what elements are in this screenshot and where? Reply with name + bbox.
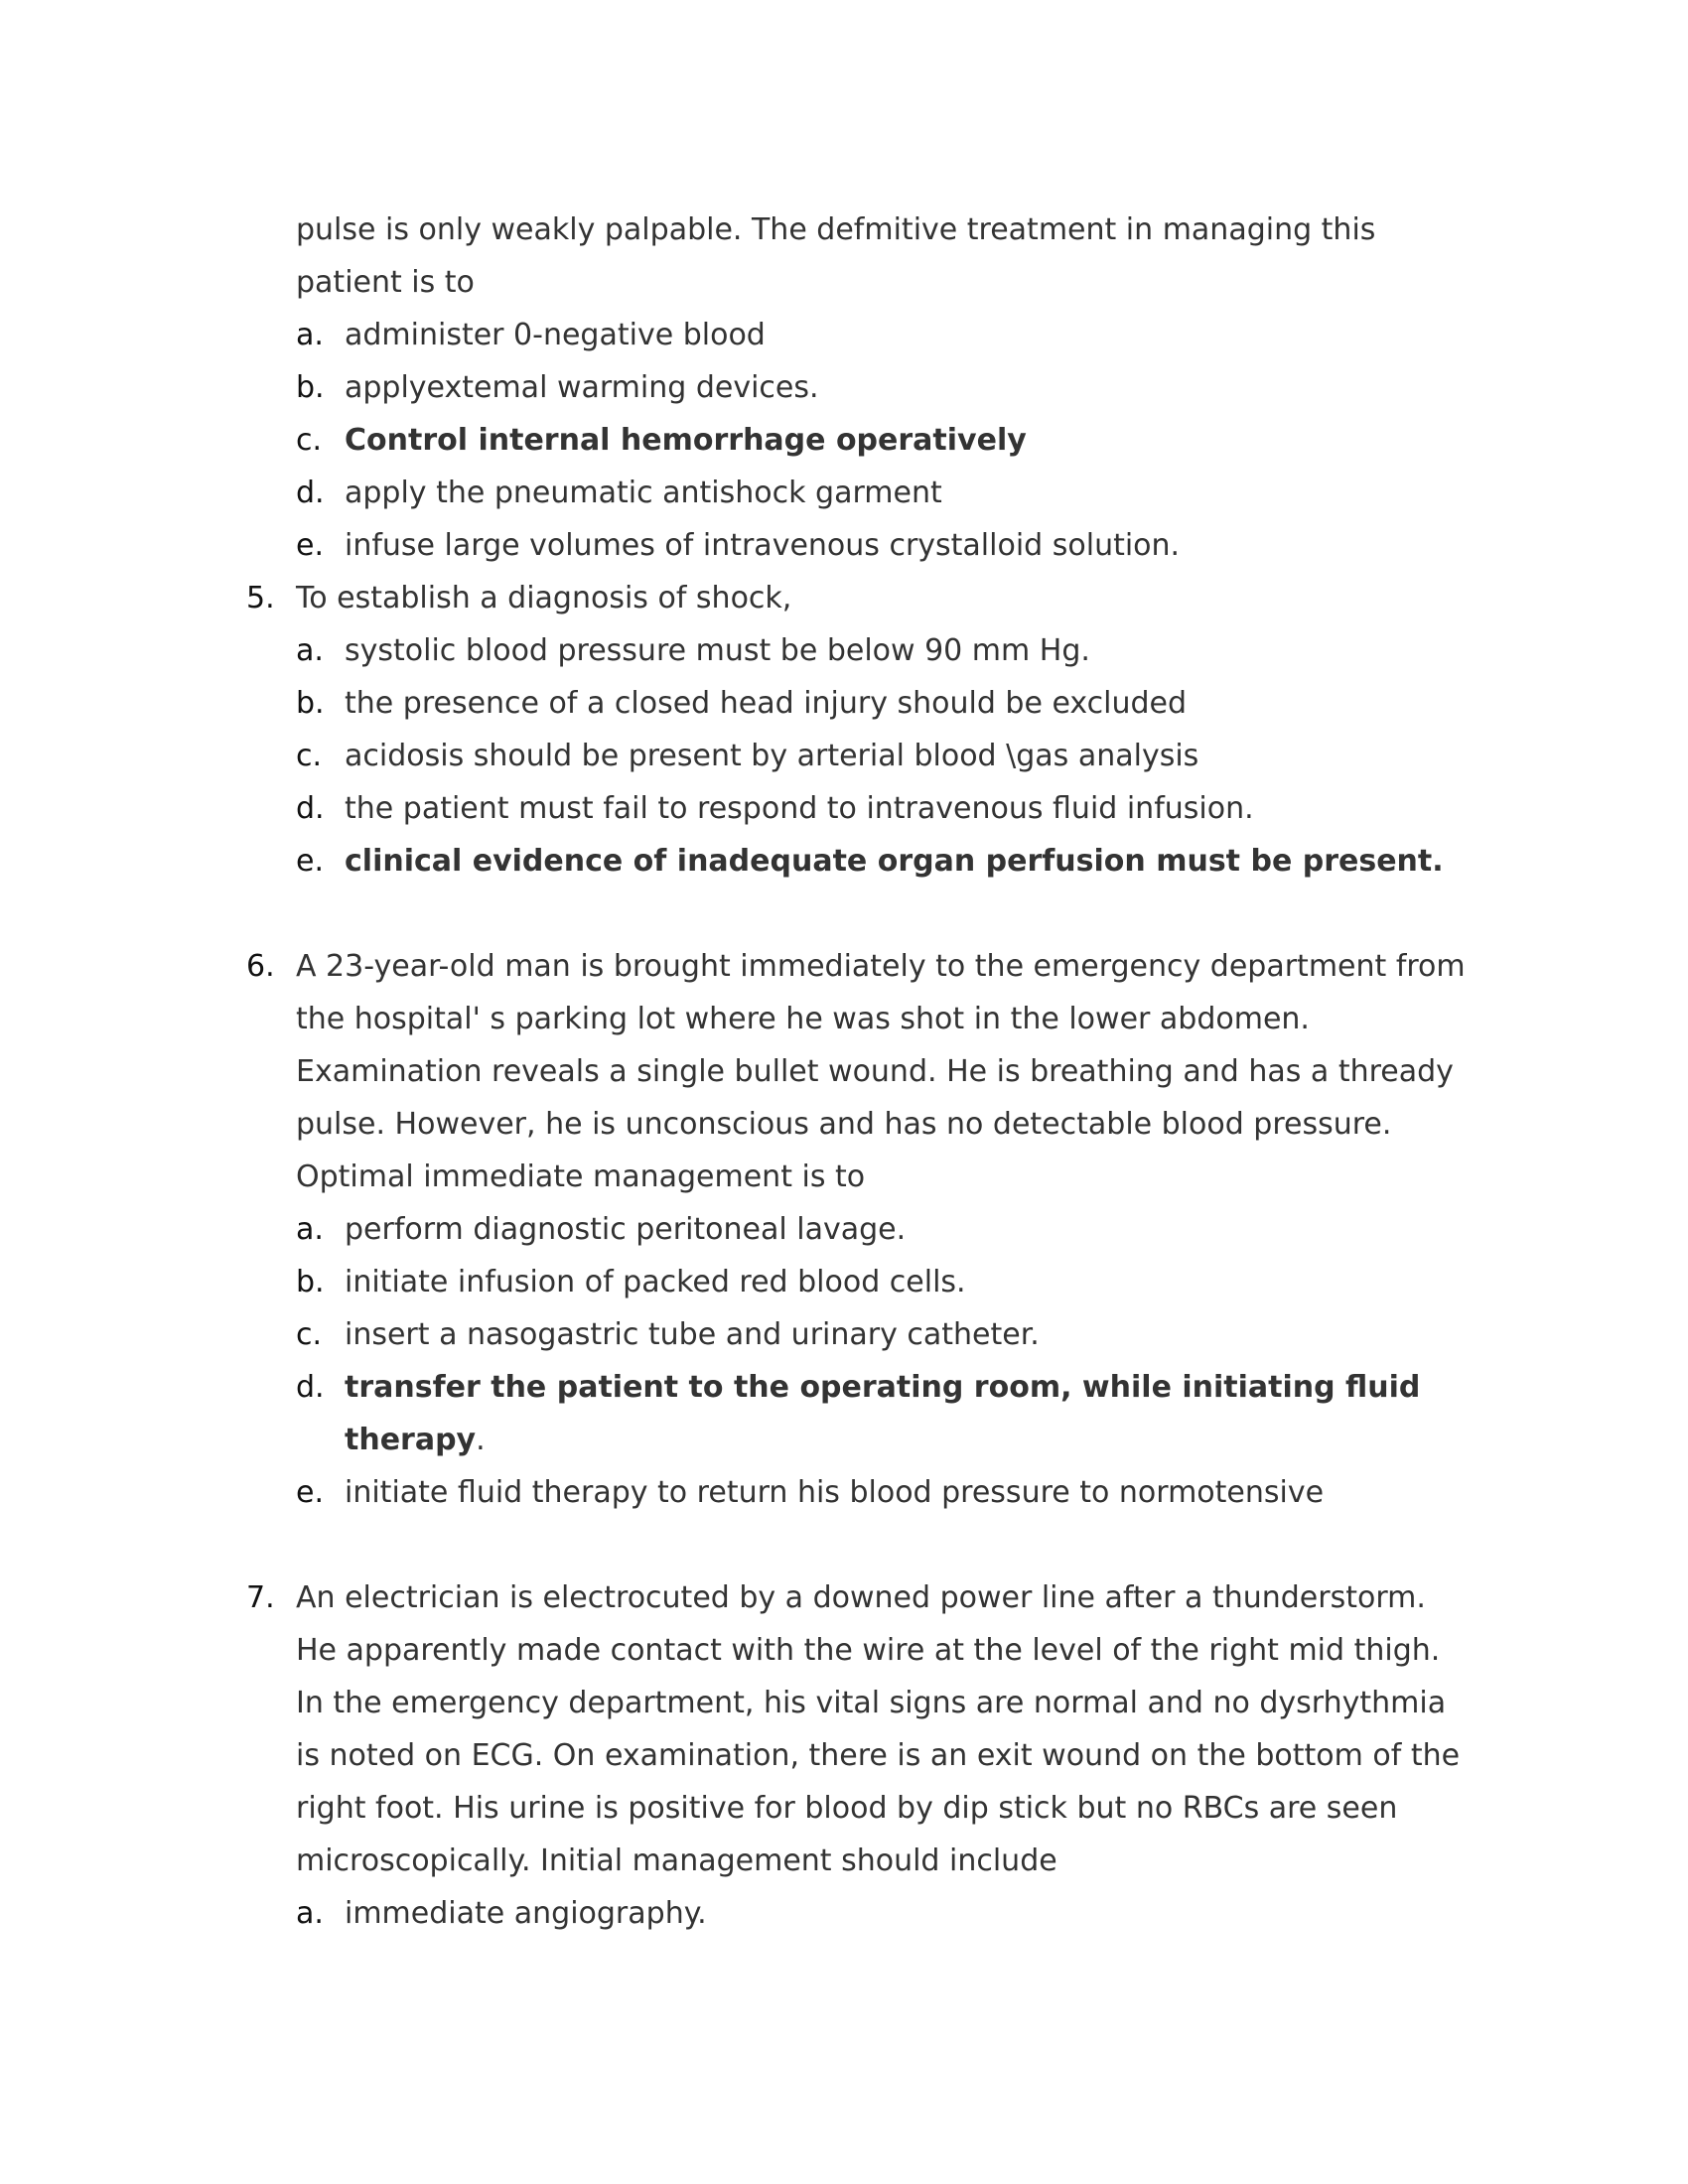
question-stem-text: patient is to bbox=[296, 265, 475, 300]
question-6-stem-line bbox=[0, 1151, 1688, 1203]
question-6-stem-line bbox=[0, 940, 1688, 993]
option-letter: c. bbox=[296, 1317, 323, 1352]
question-7-stem-line bbox=[0, 1729, 1688, 1782]
question-4-option-b bbox=[0, 361, 1688, 414]
question-number: 7. bbox=[246, 1580, 275, 1615]
correct-answer-text: clinical evidence of inadequate organ perfusion must be present. bbox=[345, 844, 1444, 879]
question-stem-text: right foot. His urine is positive for blood by dip stick but no RBCs are seen bbox=[296, 1791, 1398, 1826]
question-6-option-a bbox=[0, 1203, 1688, 1256]
question-6-stem-line bbox=[0, 1045, 1688, 1098]
correct-answer-text: Control internal hemorrhage operatively bbox=[345, 423, 1027, 458]
option-letter: a. bbox=[296, 1212, 324, 1247]
question-5-option-e bbox=[0, 835, 1688, 887]
question-6-option-b bbox=[0, 1256, 1688, 1308]
question-5-option-d bbox=[0, 782, 1688, 835]
option-text-continuation bbox=[345, 1414, 486, 1466]
option-letter: a. bbox=[296, 318, 324, 352]
question-4-option-c bbox=[0, 414, 1688, 467]
option-letter: c. bbox=[296, 739, 323, 773]
question-7-stem-line bbox=[0, 1571, 1688, 1624]
question-4-option-d bbox=[0, 467, 1688, 519]
option-letter: b. bbox=[296, 370, 325, 405]
option-text: insert a nasogastric tube and urinary catheter. bbox=[345, 1317, 1040, 1352]
question-7-stem-line bbox=[0, 1624, 1688, 1677]
option-letter: e. bbox=[296, 844, 324, 879]
question-7-stem-line bbox=[0, 1677, 1688, 1729]
question-4-stem-line bbox=[0, 256, 1688, 309]
option-letter: d. bbox=[296, 1370, 325, 1405]
question-stem-text: In the emergency department, his vital signs are normal and no dysrhythmia bbox=[296, 1686, 1447, 1720]
option-text: immediate angiography. bbox=[345, 1896, 707, 1931]
option-text: systolic blood pressure must be below 90 mm Hg. bbox=[345, 633, 1090, 668]
question-6-option-c bbox=[0, 1308, 1688, 1361]
question-5-option-a bbox=[0, 624, 1688, 677]
question-stem-text: He apparently made contact with the wire at the level of the right mid thigh. bbox=[296, 1633, 1441, 1668]
question-stem-text: microscopically. Initial management should include bbox=[296, 1843, 1057, 1878]
option-letter: e. bbox=[296, 1475, 324, 1510]
option-text: initiate infusion of packed red blood cells. bbox=[345, 1265, 966, 1299]
option-text: acidosis should be present by arterial blood \gas analysis bbox=[345, 739, 1199, 773]
option-text-punctuation: . bbox=[476, 1423, 486, 1457]
question-4-option-a bbox=[0, 309, 1688, 361]
question-7-stem-line bbox=[0, 1782, 1688, 1835]
question-stem-text: Optimal immediate management is to bbox=[296, 1160, 866, 1194]
option-text: the presence of a closed head injury should be excluded bbox=[345, 686, 1188, 721]
option-text: perform diagnostic peritoneal lavage. bbox=[345, 1212, 907, 1247]
question-6-option-d-continued bbox=[0, 1414, 1688, 1466]
correct-answer-text: transfer the patient to the operating room, while initiating fluid bbox=[345, 1370, 1421, 1405]
option-letter: a. bbox=[296, 633, 324, 668]
question-stem-text: A 23-year-old man is brought immediately to the emergency department from bbox=[296, 949, 1466, 984]
question-7-option-a bbox=[0, 1887, 1688, 1940]
question-6-stem-line bbox=[0, 1098, 1688, 1151]
question-stem-text: pulse is only weakly palpable. The defmitive treatment in managing this bbox=[296, 212, 1376, 247]
question-stem-text: pulse. However, he is unconscious and has no detectable blood pressure. bbox=[296, 1107, 1392, 1142]
question-6-stem-line bbox=[0, 993, 1688, 1045]
option-text: the patient must fail to respond to intravenous fluid infusion. bbox=[345, 791, 1254, 826]
question-stem-text: the hospital' s parking lot where he was shot in the lower abdomen. bbox=[296, 1002, 1310, 1036]
option-text: infuse large volumes of intravenous crystalloid solution. bbox=[345, 528, 1181, 563]
option-letter: b. bbox=[296, 686, 325, 721]
document-page bbox=[0, 204, 1688, 1940]
option-text: initiate fluid therapy to return his blood pressure to normotensive bbox=[345, 1475, 1325, 1510]
option-letter: e. bbox=[296, 528, 324, 563]
question-5-option-b bbox=[0, 677, 1688, 730]
option-text: applyextemal warming devices. bbox=[345, 370, 819, 405]
question-number: 6. bbox=[246, 949, 275, 984]
question-5-option-c bbox=[0, 730, 1688, 782]
option-text: apply the pneumatic antishock garment bbox=[345, 476, 942, 510]
option-letter: d. bbox=[296, 791, 325, 826]
question-5-stem-line bbox=[0, 572, 1688, 624]
spacer bbox=[0, 1519, 1688, 1571]
correct-answer-text: therapy bbox=[345, 1423, 477, 1457]
question-stem-text: Examination reveals a single bullet wound. He is breathing and has a thready bbox=[296, 1054, 1454, 1089]
option-letter: d. bbox=[296, 476, 325, 510]
option-text: administer 0-negative blood bbox=[345, 318, 766, 352]
question-6-option-d bbox=[0, 1361, 1688, 1414]
question-stem-text: An electrician is electrocuted by a downed power line after a thunderstorm. bbox=[296, 1580, 1426, 1615]
question-7-stem-line bbox=[0, 1835, 1688, 1887]
spacer bbox=[0, 887, 1688, 940]
question-stem-text: is noted on ECG. On examination, there is an exit wound on the bottom of the bbox=[296, 1738, 1461, 1773]
option-letter: a. bbox=[296, 1896, 324, 1931]
option-letter: c. bbox=[296, 423, 323, 458]
question-6-option-e bbox=[0, 1466, 1688, 1519]
question-number: 5. bbox=[246, 581, 275, 615]
question-4-stem-line bbox=[0, 204, 1688, 256]
question-stem-text: To establish a diagnosis of shock, bbox=[296, 581, 792, 615]
option-letter: b. bbox=[296, 1265, 325, 1299]
question-4-option-e bbox=[0, 519, 1688, 572]
